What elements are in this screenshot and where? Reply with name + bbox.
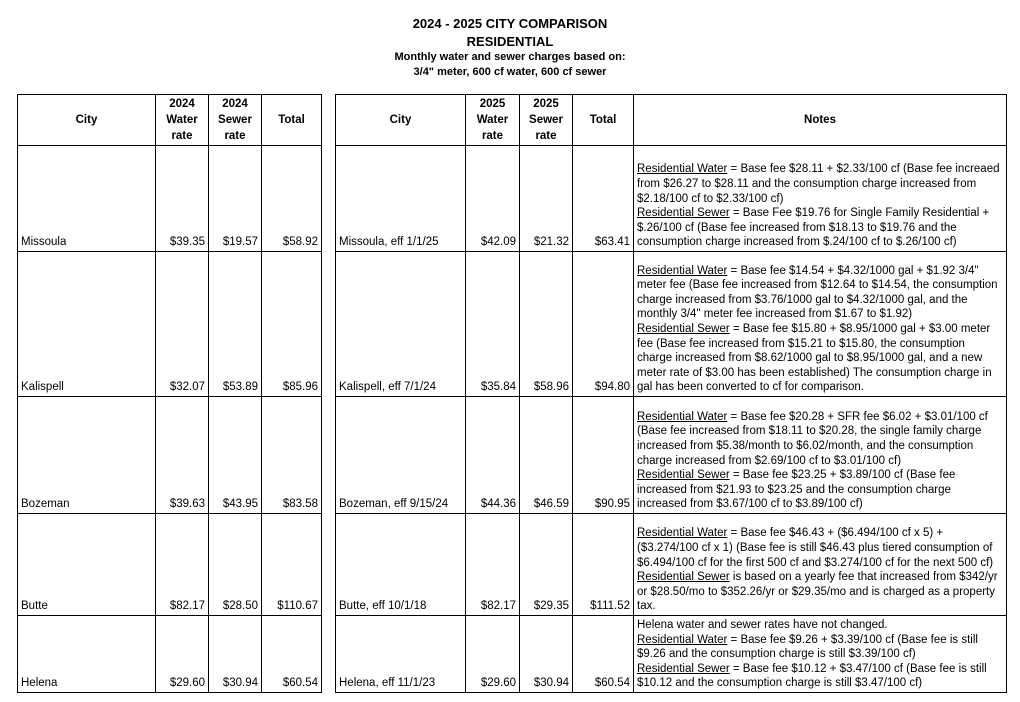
- table-row: [18, 397, 322, 514]
- page-subtitle: RESIDENTIAL: [466, 34, 554, 49]
- table-row: [336, 146, 1007, 252]
- note-text: = Base fee $23.25 + $3.89/100 cf (Base fee increased from $21.93 to $23.25 and the consumption charge increased from $3.67/100 cf to $3.89/100 cf): [637, 469, 956, 511]
- total-cell: $90.95: [573, 397, 634, 514]
- total-cell: $63.41: [573, 146, 634, 252]
- note-line: [637, 468, 1003, 512]
- note-line: [637, 633, 1003, 662]
- water-rate-cell: $42.09: [466, 146, 520, 252]
- water-rate-cell: $82.17: [466, 514, 520, 616]
- water-rate-cell: $82.17: [156, 514, 209, 616]
- note-heading: Residential Water: [637, 527, 728, 540]
- table-2025: [335, 94, 1007, 693]
- sewer-rate-cell: $30.94: [520, 616, 573, 693]
- water-rate-cell: $29.60: [156, 616, 209, 693]
- header-notes: Notes: [634, 95, 1007, 146]
- note-line: [637, 206, 1003, 250]
- city-cell: Butte: [18, 514, 156, 616]
- table-row: [336, 252, 1007, 397]
- note-line: [637, 264, 1003, 322]
- notes-cell: [634, 397, 1007, 514]
- total-cell: $58.92: [262, 146, 322, 252]
- note-heading: Residential Water: [637, 264, 728, 277]
- city-cell: Bozeman, eff 9/15/24: [336, 397, 466, 514]
- description-line-2: 3/4" meter, 600 cf water, 600 cf sewer: [413, 66, 607, 78]
- page-title: 2024 - 2025 CITY COMPARISON: [412, 16, 608, 31]
- city-cell: Bozeman: [18, 397, 156, 514]
- note-text: = Base Fee $19.76 for Single Family Residential + $.26/100 cf (Base fee increased from $18.13 to $19.76 and the consumption charge increased from $.24/100 cf to $.26/100 cf): [637, 207, 990, 249]
- header-city: City: [336, 95, 466, 146]
- note-text: is based on a yearly fee that increased from $342/yr or $28.50/mo to $352.26/yr or $29.35/mo and is charged as a property tax.: [637, 571, 998, 613]
- table-2024: [17, 94, 322, 693]
- table-row: [18, 252, 322, 397]
- note-heading: Residential Sewer: [637, 207, 730, 220]
- note-heading: Residential Water: [637, 633, 728, 646]
- sewer-rate-cell: $28.50: [209, 514, 262, 616]
- city-cell: Missoula, eff 1/1/25: [336, 146, 466, 252]
- table-row: [18, 616, 322, 693]
- note-heading: Residential Sewer: [637, 571, 730, 584]
- note-text: = Base fee $14.54 + $4.32/1000 gal + $1.92 3/4" meter fee (Base fee increased from $12.64 to $14.54, the consumption charge increased from $3.76/1000 gal to $4.32/1000 gal, and the monthly 3/4" meter fee increased from $1.67 to $1.92): [637, 264, 998, 321]
- table-header-row: [336, 95, 1007, 146]
- note-heading: Residential Water: [637, 410, 728, 423]
- total-cell: $111.52: [573, 514, 634, 616]
- city-cell: Butte, eff 10/1/18: [336, 514, 466, 616]
- sewer-rate-cell: $21.32: [520, 146, 573, 252]
- total-cell: $94.80: [573, 252, 634, 397]
- note-line: [637, 662, 1003, 691]
- total-cell: $60.54: [262, 616, 322, 693]
- note-line: [637, 526, 1003, 570]
- note-line: [637, 322, 1003, 395]
- note-text: Helena water and sewer rates have not changed.: [637, 619, 888, 632]
- sewer-rate-cell: $58.96: [520, 252, 573, 397]
- header-sewer-rate: 2025 Sewer rate: [520, 95, 573, 146]
- note-heading: Residential Sewer: [637, 662, 730, 675]
- city-cell: Kalispell, eff 7/1/24: [336, 252, 466, 397]
- sewer-rate-cell: $19.57: [209, 146, 262, 252]
- note-line: [637, 162, 1003, 206]
- notes-cell: [634, 514, 1007, 616]
- note-text: = Base fee $20.28 + SFR fee $6.02 + $3.01/100 cf (Base fee increased from $18.11 to $20.28, the single family charge increased from $5.38/month to $6.02/month, and the consumption charge increased from $2.69/100 cf to $3.01/100 cf): [637, 410, 988, 467]
- table-row: [336, 616, 1007, 693]
- notes-cell: [634, 252, 1007, 397]
- header-city: City: [18, 95, 156, 146]
- total-cell: $60.54: [573, 616, 634, 693]
- header-sewer-rate: 2024 Sewer rate: [209, 95, 262, 146]
- note-line: [637, 410, 1003, 468]
- total-cell: $85.96: [262, 252, 322, 397]
- city-cell: Missoula: [18, 146, 156, 252]
- note-text: = Base fee $46.43 + ($6.494/100 cf x 5) + ($3.274/100 cf x 1) (Base fee is still $46.43 plus tiered consumption of $6.494/100 cf for the first 500 cf and $3.274/100 cf for the next 500 cf): [637, 527, 994, 569]
- note-heading: Residential Sewer: [637, 469, 730, 482]
- sewer-rate-cell: $53.89: [209, 252, 262, 397]
- table-row: [336, 514, 1007, 616]
- water-rate-cell: $39.35: [156, 146, 209, 252]
- water-rate-cell: $29.60: [466, 616, 520, 693]
- total-cell: $110.67: [262, 514, 322, 616]
- description-line-1: Monthly water and sewer charges based on:: [394, 51, 626, 63]
- header-water-rate: 2024 Water rate: [156, 95, 209, 146]
- sewer-rate-cell: $43.95: [209, 397, 262, 514]
- city-cell: Kalispell: [18, 252, 156, 397]
- header-total: Total: [573, 95, 634, 146]
- water-rate-cell: $44.36: [466, 397, 520, 514]
- table-row: [18, 514, 322, 616]
- sewer-rate-cell: $30.94: [209, 616, 262, 693]
- note-text: = Base fee $10.12 + $3.47/100 cf (Base fee is still $10.12 and the consumption charge is still $3.47/100 cf): [637, 662, 987, 690]
- note-text: = Base fee $28.11 + $2.33/100 cf (Base fee increaed from $26.27 to $28.11 and the consumption charge increased from $2.18/100 cf to $2.33/100 cf): [637, 163, 1000, 205]
- sewer-rate-cell: $29.35: [520, 514, 573, 616]
- city-cell: Helena, eff 11/1/23: [336, 616, 466, 693]
- city-cell: Helena: [18, 616, 156, 693]
- note-line: [637, 570, 1003, 614]
- notes-cell: [634, 616, 1007, 693]
- water-rate-cell: $32.07: [156, 252, 209, 397]
- table-row: [18, 146, 322, 252]
- total-cell: $83.58: [262, 397, 322, 514]
- notes-cell: [634, 146, 1007, 252]
- note-line: [637, 618, 1003, 633]
- table-header-row: [18, 95, 322, 146]
- header-water-rate: 2025 Water rate: [466, 95, 520, 146]
- water-rate-cell: $39.63: [156, 397, 209, 514]
- table-row: [336, 397, 1007, 514]
- water-rate-cell: $35.84: [466, 252, 520, 397]
- header-total: Total: [262, 95, 322, 146]
- note-heading: Residential Water: [637, 163, 728, 176]
- note-text: = Base fee $9.26 + $3.39/100 cf (Base fee is still $9.26 and the consumption charge is still $3.39/100 cf): [637, 633, 978, 661]
- sewer-rate-cell: $46.59: [520, 397, 573, 514]
- note-text: = Base fee $15.80 + $8.95/1000 gal + $3.00 meter fee (Base fee increased from $15.21 to $15.80, the consumption charge increased from $8.62/1000 gal to $8.95/1000 gal, and a new meter rate of $3.00 has been established) The consumption charge in gal has been converted to cf for comparison.: [637, 323, 992, 394]
- note-heading: Residential Sewer: [637, 323, 730, 336]
